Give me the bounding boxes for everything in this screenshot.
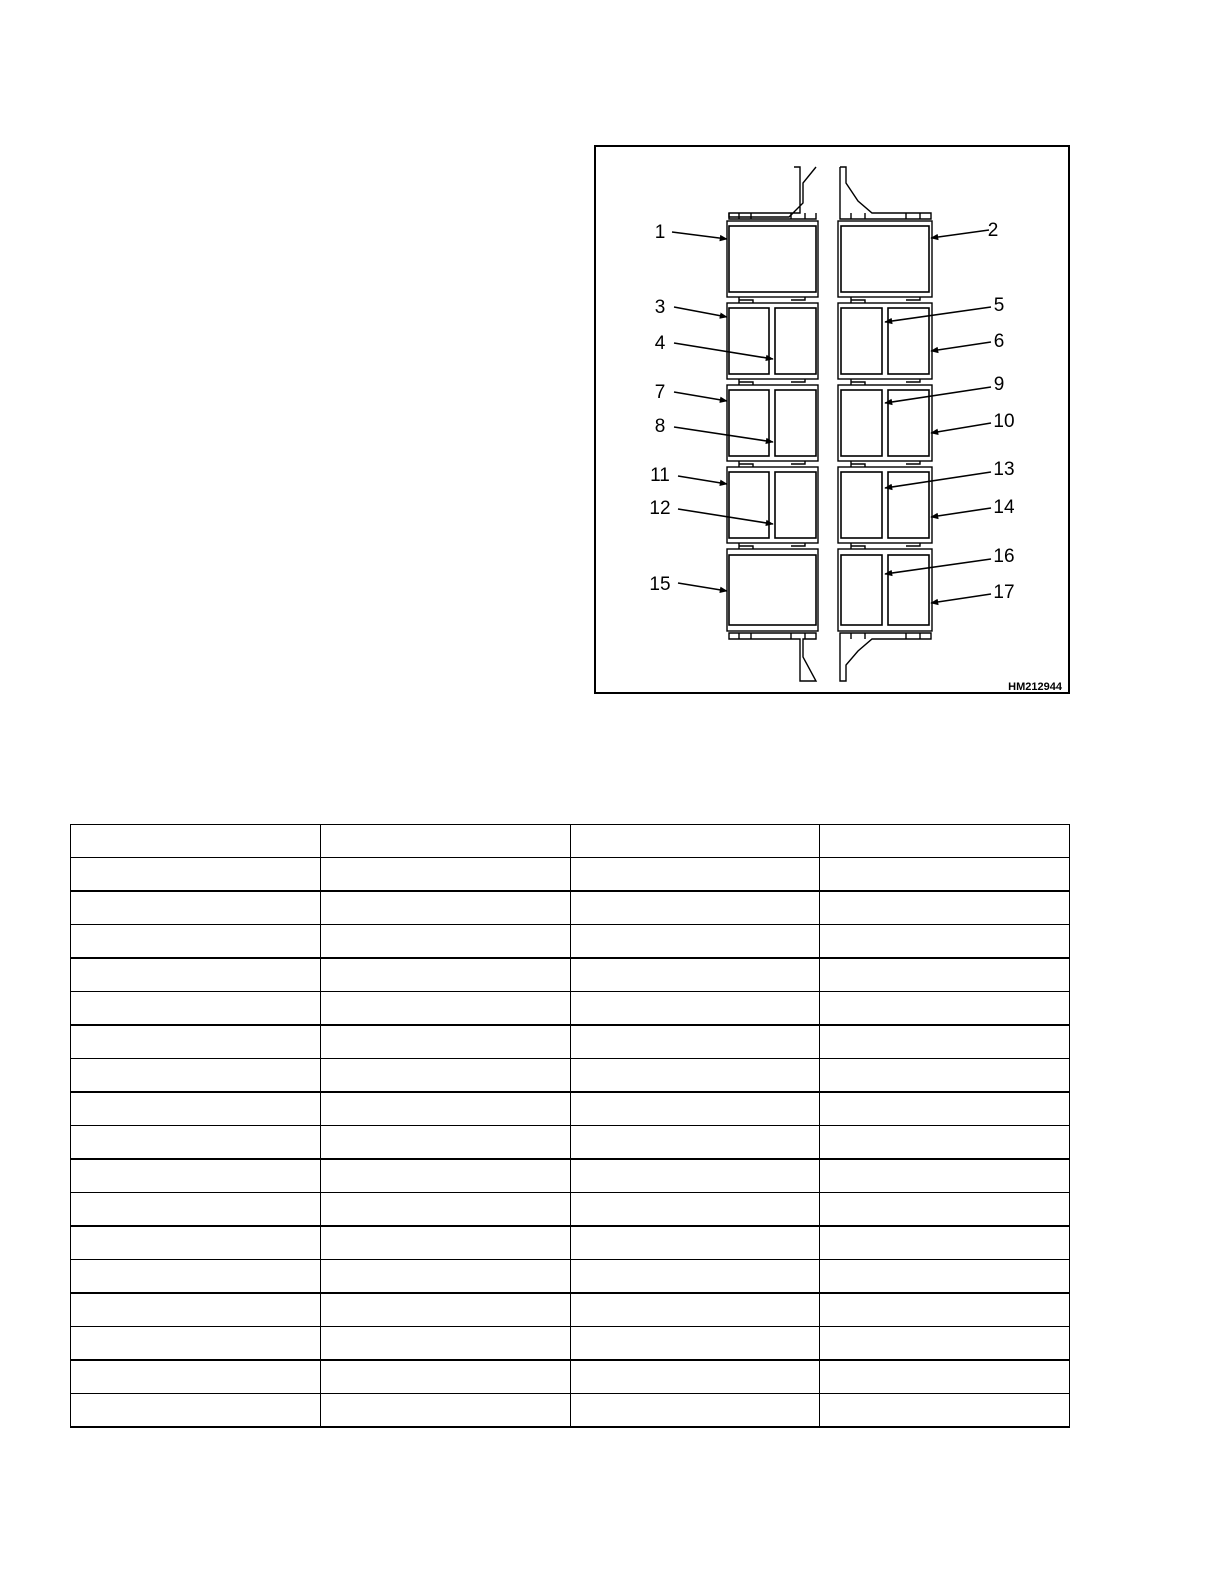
table-cell bbox=[320, 1193, 570, 1227]
table-header-cell bbox=[71, 825, 321, 858]
table-cell bbox=[570, 1226, 820, 1260]
table-row bbox=[71, 1126, 1070, 1160]
callout-2: 2 bbox=[987, 220, 999, 241]
table-cell bbox=[71, 1159, 321, 1193]
table-cell bbox=[71, 858, 321, 892]
table-row bbox=[71, 1193, 1070, 1227]
cavity-17 bbox=[888, 555, 929, 625]
table-header-cell bbox=[320, 825, 570, 858]
table-cell bbox=[71, 992, 321, 1026]
table-cell bbox=[71, 1092, 321, 1126]
table-row bbox=[71, 992, 1070, 1026]
table-cell bbox=[71, 1260, 321, 1294]
cavity-11 bbox=[729, 472, 769, 538]
leader-15 bbox=[678, 583, 727, 591]
callout-12: 12 bbox=[649, 498, 671, 519]
fuse-block-drawing bbox=[596, 147, 1072, 696]
table-cell bbox=[570, 1092, 820, 1126]
table-row bbox=[71, 1260, 1070, 1294]
table-cell bbox=[320, 1092, 570, 1126]
table-cell bbox=[820, 925, 1070, 959]
leader-1 bbox=[672, 232, 727, 239]
leader-3 bbox=[674, 307, 727, 317]
table-row bbox=[71, 1092, 1070, 1126]
callout-5: 5 bbox=[993, 295, 1005, 316]
cavity-5 bbox=[841, 308, 882, 374]
table-cell bbox=[820, 1193, 1070, 1227]
cavity-9 bbox=[841, 390, 882, 456]
table-cell bbox=[320, 891, 570, 925]
table-cell bbox=[320, 925, 570, 959]
callout-10: 10 bbox=[993, 411, 1015, 432]
table-body bbox=[71, 858, 1070, 1428]
table-header-cell bbox=[820, 825, 1070, 858]
callout-17: 17 bbox=[993, 582, 1015, 603]
callout-6: 6 bbox=[993, 331, 1005, 352]
leader-16 bbox=[885, 559, 991, 574]
table-cell bbox=[820, 1059, 1070, 1093]
table-cell bbox=[320, 1360, 570, 1394]
table-row bbox=[71, 1327, 1070, 1361]
fuse-block-diagram bbox=[594, 145, 1070, 694]
table-cell bbox=[820, 1360, 1070, 1394]
table-cell bbox=[820, 992, 1070, 1026]
table-cell bbox=[570, 1059, 820, 1093]
table-cell bbox=[71, 1394, 321, 1428]
table-cell bbox=[570, 1293, 820, 1327]
callout-16: 16 bbox=[993, 546, 1015, 567]
table-cell bbox=[320, 1126, 570, 1160]
table-cell bbox=[320, 958, 570, 992]
callout-leaders bbox=[672, 230, 991, 603]
table-header-cell bbox=[570, 825, 820, 858]
table-cell bbox=[320, 1025, 570, 1059]
table-cell bbox=[71, 1059, 321, 1093]
table-cell bbox=[820, 1293, 1070, 1327]
table-cell bbox=[320, 1226, 570, 1260]
table-cell bbox=[570, 1025, 820, 1059]
table-cell bbox=[820, 1092, 1070, 1126]
table-row bbox=[71, 1293, 1070, 1327]
table-row bbox=[71, 958, 1070, 992]
cavity-16 bbox=[841, 555, 882, 625]
table-cell bbox=[820, 1126, 1070, 1160]
table-cell bbox=[71, 1025, 321, 1059]
table-cell bbox=[570, 958, 820, 992]
callout-7: 7 bbox=[654, 382, 666, 403]
table-cell bbox=[71, 1327, 321, 1361]
cavity-1 bbox=[729, 226, 816, 292]
table-cell bbox=[71, 1126, 321, 1160]
table-cell bbox=[71, 1360, 321, 1394]
table-row bbox=[71, 1226, 1070, 1260]
table-cell bbox=[570, 925, 820, 959]
table-cell bbox=[570, 1394, 820, 1428]
table-cell bbox=[820, 858, 1070, 892]
table-cell bbox=[570, 1159, 820, 1193]
callout-14: 14 bbox=[993, 497, 1015, 518]
cavity-2 bbox=[841, 226, 929, 292]
leader-13 bbox=[885, 472, 991, 488]
table-row bbox=[71, 925, 1070, 959]
fuse-block-housing bbox=[727, 167, 932, 681]
table-cell bbox=[71, 1226, 321, 1260]
table-cell bbox=[570, 1327, 820, 1361]
table-cell bbox=[71, 958, 321, 992]
cavity-4 bbox=[775, 308, 816, 374]
table-cell bbox=[570, 1126, 820, 1160]
callout-8: 8 bbox=[654, 416, 666, 437]
table-cell bbox=[570, 891, 820, 925]
table-cell bbox=[820, 1260, 1070, 1294]
leader-6 bbox=[931, 342, 991, 351]
table-cell bbox=[320, 1059, 570, 1093]
table-row bbox=[71, 1159, 1070, 1193]
table-cell bbox=[570, 1360, 820, 1394]
table-cell bbox=[71, 1193, 321, 1227]
table-cell bbox=[570, 992, 820, 1026]
leader-14 bbox=[931, 508, 991, 517]
cavity-8 bbox=[775, 390, 816, 456]
table-cell bbox=[71, 925, 321, 959]
callout-3: 3 bbox=[654, 297, 666, 318]
cavity-3 bbox=[729, 308, 769, 374]
leader-5 bbox=[885, 307, 991, 322]
table-cell bbox=[820, 1025, 1070, 1059]
callout-4: 4 bbox=[654, 333, 666, 354]
table-cell bbox=[820, 1327, 1070, 1361]
leader-17 bbox=[931, 594, 991, 603]
table-header-row bbox=[71, 825, 1070, 858]
table-cell bbox=[320, 1260, 570, 1294]
table-cell bbox=[820, 1226, 1070, 1260]
table-cell bbox=[320, 1293, 570, 1327]
table-cell bbox=[320, 1159, 570, 1193]
table-cell bbox=[570, 1193, 820, 1227]
table-cell bbox=[71, 1293, 321, 1327]
leader-4 bbox=[674, 343, 773, 359]
table-cell bbox=[570, 1260, 820, 1294]
leader-11 bbox=[678, 476, 727, 484]
table-row bbox=[71, 1025, 1070, 1059]
leader-7 bbox=[674, 392, 727, 401]
cavity-15 bbox=[729, 555, 816, 625]
callout-15: 15 bbox=[649, 574, 671, 595]
table-cell bbox=[320, 1394, 570, 1428]
table-cell bbox=[820, 1394, 1070, 1428]
table-row bbox=[71, 858, 1070, 892]
table-row bbox=[71, 1394, 1070, 1428]
cavity-7 bbox=[729, 390, 769, 456]
figure-id-label: HM212944 bbox=[1008, 681, 1062, 693]
table-cell bbox=[71, 891, 321, 925]
leader-8 bbox=[674, 427, 773, 442]
table-cell bbox=[320, 1327, 570, 1361]
fuse-cavities bbox=[729, 226, 929, 625]
table-row bbox=[71, 1360, 1070, 1394]
table-cell bbox=[820, 958, 1070, 992]
fuse-usage-table bbox=[70, 824, 1070, 1428]
callout-1: 1 bbox=[654, 222, 666, 243]
table-row bbox=[71, 1059, 1070, 1093]
callout-9: 9 bbox=[993, 374, 1005, 395]
leader-12 bbox=[678, 509, 773, 524]
callout-11: 11 bbox=[650, 465, 670, 486]
leader-10 bbox=[931, 423, 991, 433]
table-cell bbox=[820, 1159, 1070, 1193]
table-cell bbox=[820, 891, 1070, 925]
table-cell bbox=[320, 858, 570, 892]
table-cell bbox=[570, 858, 820, 892]
table-row bbox=[71, 891, 1070, 925]
callout-13: 13 bbox=[993, 459, 1015, 480]
cavity-13 bbox=[841, 472, 882, 538]
leader-2 bbox=[931, 230, 989, 238]
table-cell bbox=[320, 992, 570, 1026]
cavity-12 bbox=[775, 472, 816, 538]
